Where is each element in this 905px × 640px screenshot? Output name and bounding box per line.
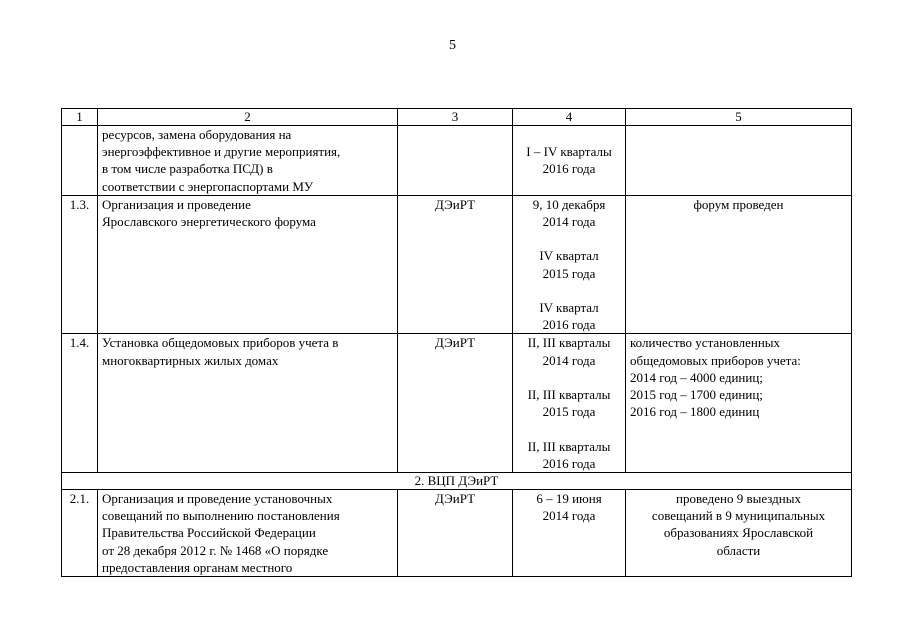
term: 6 – 19 июня 2014 года: [513, 490, 626, 577]
result: [626, 126, 852, 196]
table-row: [62, 195, 852, 334]
table-row: [62, 490, 852, 577]
section-title: 2. ВЦП ДЭиРТ: [62, 473, 852, 490]
table-row: [62, 334, 852, 473]
col-number-4: 4: [513, 109, 626, 126]
measure-description: Организация и проведение Ярославского энергетического форума: [98, 195, 398, 334]
plan-table: [61, 108, 852, 577]
term: 9, 10 декабря 2014 года IV квартал 2015 года IV квартал 2016 года: [513, 195, 626, 334]
executor: ДЭиРТ: [398, 334, 513, 473]
measure-description: Установка общедомовых приборов учета в многоквартирных жилых домах: [98, 334, 398, 473]
measure-description: Организация и проведение установочных совещаний по выполнению постановления Правительства Российской Федерации от 28 декабря 2012 г. № 1468 «О порядке предоставления органам местного: [98, 490, 398, 577]
executor: ДЭиРТ: [398, 195, 513, 334]
executor: [398, 126, 513, 196]
page-number: 5: [449, 38, 456, 53]
result: проведено 9 выездных совещаний в 9 муниципальных образованиях Ярославской области: [626, 490, 852, 577]
row-number: 1.4.: [62, 334, 98, 473]
section-row: [62, 473, 852, 490]
col-number-1: 1: [62, 109, 98, 126]
result: форум проведен: [626, 195, 852, 334]
column-number-row: [62, 109, 852, 126]
row-number: [62, 126, 98, 196]
row-number: 1.3.: [62, 195, 98, 334]
row-number: 2.1.: [62, 490, 98, 577]
col-number-5: 5: [626, 109, 852, 126]
measure-description: ресурсов, замена оборудования на энергоэффективное и другие мероприятия, в том числе разработка ПСД) в соответствии с энергопаспортами МУ: [98, 126, 398, 196]
col-number-3: 3: [398, 109, 513, 126]
result: количество установленных общедомовых приборов учета: 2014 год – 4000 единиц; 2015 год – 1700 единиц; 2016 год – 1800 единиц: [626, 334, 852, 473]
term: I – IV кварталы 2016 года: [513, 126, 626, 196]
table-row: [62, 126, 852, 196]
col-number-2: 2: [98, 109, 398, 126]
executor: ДЭиРТ: [398, 490, 513, 577]
term: II, III кварталы 2014 года II, III кварталы 2015 года II, III кварталы 2016 года: [513, 334, 626, 473]
